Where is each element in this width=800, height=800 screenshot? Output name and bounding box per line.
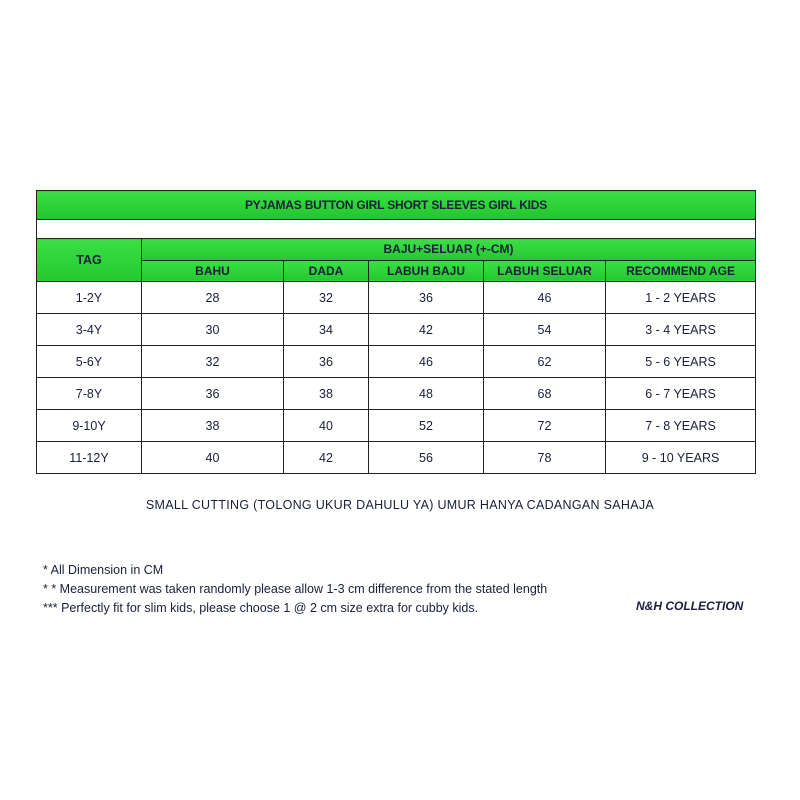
table-row: [37, 442, 756, 474]
recommend-age-cell: 9 - 10 YEARS: [606, 442, 756, 474]
dada-cell: 34: [284, 314, 369, 346]
labuh-seluar-cell: 78: [484, 442, 606, 474]
table-row: [37, 378, 756, 410]
bahu-cell: 28: [142, 282, 284, 314]
bahu-cell: 40: [142, 442, 284, 474]
recommend-age-cell: 7 - 8 YEARS: [606, 410, 756, 442]
column-header-labuh-seluar: LABUH SELUAR: [484, 260, 606, 282]
dada-cell: 36: [284, 346, 369, 378]
tag-cell: 7-8Y: [37, 378, 142, 410]
brand-name: N&H COLLECTION: [636, 599, 744, 613]
cutting-note: SMALL CUTTING (TOLONG UKUR DAHULU YA) UMUR HANYA CADANGAN SAHAJA: [145, 498, 655, 512]
labuh-baju-cell: 46: [369, 346, 484, 378]
labuh-baju-cell: 36: [369, 282, 484, 314]
recommend-age-cell: 6 - 7 YEARS: [606, 378, 756, 410]
recommend-age-cell: 3 - 4 YEARS: [606, 314, 756, 346]
tag-cell: 3-4Y: [37, 314, 142, 346]
column-header-recommend-age: RECOMMEND AGE: [606, 260, 756, 282]
bahu-cell: 36: [142, 378, 284, 410]
tag-cell: 11-12Y: [37, 442, 142, 474]
bahu-cell: 30: [142, 314, 284, 346]
dada-cell: 32: [284, 282, 369, 314]
column-header-labuh-baju: LABUH BAJU: [369, 260, 484, 282]
tag-cell: 1-2Y: [37, 282, 142, 314]
labuh-seluar-cell: 68: [484, 378, 606, 410]
spacer-row: [37, 220, 756, 239]
footnote-measurement: * * Measurement was taken randomly please allow 1-3 cm difference from the stated length: [43, 582, 548, 596]
dada-cell: 38: [284, 378, 369, 410]
footnote-fit: *** Perfectly fit for slim kids, please choose 1 @ 2 cm size extra for cubby kids.: [43, 601, 479, 615]
recommend-age-cell: 5 - 6 YEARS: [606, 346, 756, 378]
tag-cell: 9-10Y: [37, 410, 142, 442]
labuh-seluar-cell: 54: [484, 314, 606, 346]
column-header-bahu: BAHU: [142, 260, 284, 282]
table-row: [37, 346, 756, 378]
table-row: [37, 314, 756, 346]
labuh-baju-cell: 48: [369, 378, 484, 410]
bahu-cell: 38: [142, 410, 284, 442]
table-row: [37, 282, 756, 314]
bahu-cell: 32: [142, 346, 284, 378]
group-header: BAJU+SELUAR (+-CM): [142, 239, 756, 261]
dada-cell: 42: [284, 442, 369, 474]
labuh-seluar-cell: 46: [484, 282, 606, 314]
recommend-age-cell: 1 - 2 YEARS: [606, 282, 756, 314]
footnotes: [43, 561, 547, 618]
table-row: [37, 410, 756, 442]
labuh-seluar-cell: 62: [484, 346, 606, 378]
chart-title: PYJAMAS BUTTON GIRL SHORT SLEEVES GIRL KIDS: [37, 191, 756, 220]
column-header-dada: DADA: [284, 260, 369, 282]
labuh-baju-cell: 52: [369, 410, 484, 442]
footnote-dimension: * All Dimension in CM: [43, 563, 164, 577]
dada-cell: 40: [284, 410, 369, 442]
size-chart-table: [36, 190, 756, 474]
labuh-baju-cell: 42: [369, 314, 484, 346]
labuh-seluar-cell: 72: [484, 410, 606, 442]
tag-header: TAG: [37, 239, 142, 282]
labuh-baju-cell: 56: [369, 442, 484, 474]
tag-cell: 5-6Y: [37, 346, 142, 378]
